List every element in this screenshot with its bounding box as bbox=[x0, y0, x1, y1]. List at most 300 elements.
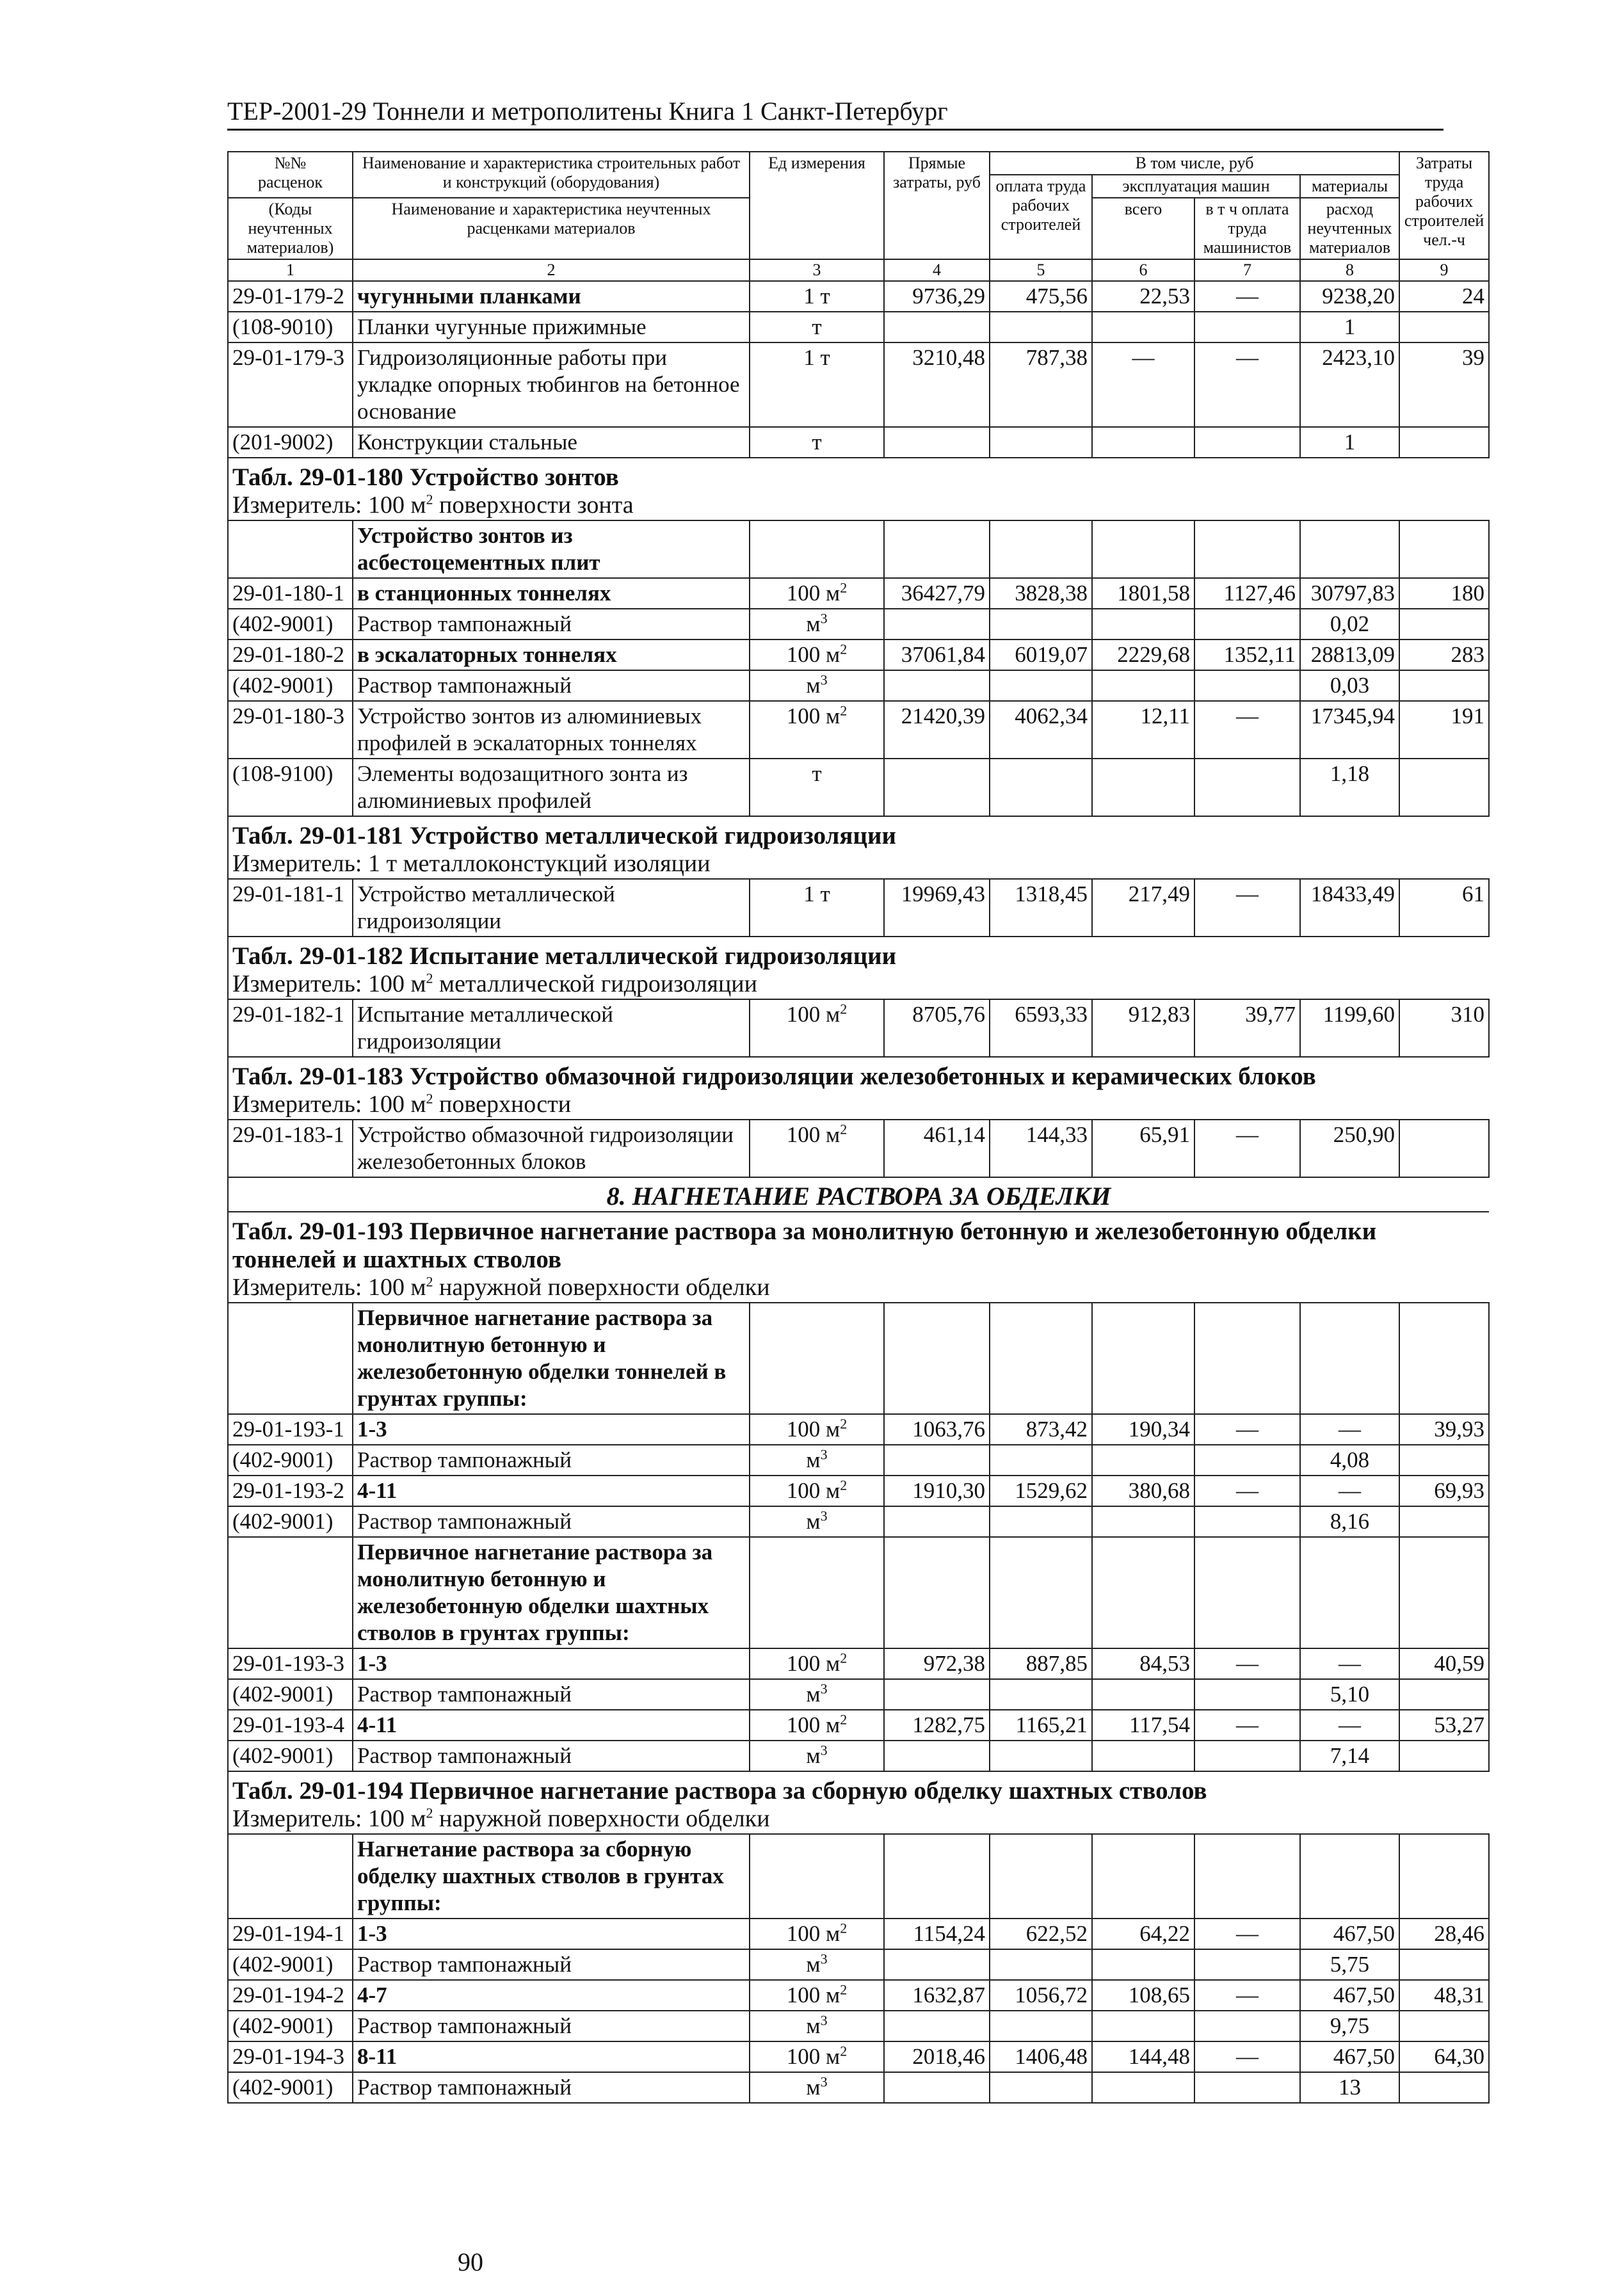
chapter-title: 8. НАГНЕТАНИЕ РАСТВОРА ЗА ОБДЕЛКИ bbox=[606, 1182, 1111, 1211]
measure-text-rest: металлической гидроизоляции bbox=[433, 970, 757, 997]
unit-exponent: 3 bbox=[820, 1446, 828, 1463]
table-row bbox=[228, 2041, 1489, 2072]
document-page bbox=[227, 96, 1507, 2276]
unit-exponent: 3 bbox=[820, 672, 828, 688]
col-wage bbox=[990, 175, 1092, 259]
price-table bbox=[227, 151, 1490, 2104]
value-c6: 190,34 bbox=[1128, 1417, 1190, 1442]
value-c5: 6593,33 bbox=[1015, 1002, 1088, 1027]
col-number: 3 bbox=[812, 261, 821, 279]
value-c8: 17345,94 bbox=[1310, 704, 1395, 728]
labor-value: 39,93 bbox=[1434, 1417, 1485, 1442]
table-row bbox=[228, 342, 1489, 427]
rate-code: 29-01-193-1 bbox=[232, 1417, 344, 1442]
col-machines-header: эксплуатация машин bbox=[1122, 177, 1270, 195]
unit: м bbox=[806, 2013, 821, 2038]
rate-code: 29-01-179-3 bbox=[232, 345, 344, 370]
value-c4: 1282,75 bbox=[912, 1712, 985, 1737]
col-mach-total bbox=[1092, 198, 1194, 259]
value-c6: 12,11 bbox=[1140, 704, 1190, 728]
material-row bbox=[228, 2072, 1489, 2103]
value-c6: 144,48 bbox=[1128, 2044, 1190, 2069]
material-consumption: 1 bbox=[1344, 314, 1356, 339]
table-section-header bbox=[228, 816, 1489, 879]
rate-name: Устройство металлической гидроизоляции bbox=[357, 881, 615, 933]
labor-value: 39 bbox=[1462, 345, 1485, 370]
rate-name: чугунными планками bbox=[357, 284, 581, 309]
col-number: 9 bbox=[1440, 261, 1449, 279]
labor-value: 69,93 bbox=[1434, 1478, 1485, 1503]
col-number-cell bbox=[750, 259, 884, 281]
material-consumption: 1,18 bbox=[1330, 761, 1370, 786]
material-code: (402-9001) bbox=[232, 2075, 334, 2100]
measure-unit bbox=[232, 1274, 1485, 1301]
group-caption: Устройство зонтов из асбестоцементных плит bbox=[357, 523, 600, 575]
table-section-header bbox=[228, 1771, 1489, 1834]
material-name: Раствор тампонажный bbox=[357, 1682, 572, 1707]
group-row bbox=[228, 1537, 1489, 1648]
unit: 1 т bbox=[803, 345, 830, 370]
unit: 100 м bbox=[786, 704, 840, 728]
table-title: Табл. 29-01-180 Устройство зонтов bbox=[232, 463, 619, 491]
table-title: Табл. 29-01-194 Первичное нагнетание раствора за сборную обделку шахтных стволов bbox=[232, 1777, 1207, 1805]
col-mach-total: всего bbox=[1124, 200, 1162, 218]
col-number: 2 bbox=[547, 261, 556, 279]
unit-exponent: 3 bbox=[820, 2012, 828, 2029]
rate-name: 1-3 bbox=[357, 1921, 387, 1946]
material-row bbox=[228, 312, 1489, 342]
col-code-sub2: (Коды неучтенных материалов) bbox=[246, 200, 334, 257]
unit: м bbox=[806, 673, 821, 698]
material-row bbox=[228, 670, 1489, 701]
table-row bbox=[228, 1919, 1489, 1949]
value-c7: — bbox=[1236, 704, 1258, 728]
unit-exponent: 2 bbox=[840, 579, 848, 596]
col-mat-consumption bbox=[1300, 198, 1399, 259]
value-c5: 475,56 bbox=[1025, 284, 1088, 309]
value-c8: 18433,49 bbox=[1310, 881, 1395, 906]
unit-exponent: 3 bbox=[820, 2073, 828, 2090]
value-c4: 36427,79 bbox=[901, 581, 985, 606]
value-c4: 1910,30 bbox=[912, 1478, 985, 1503]
material-consumption: 1 bbox=[1344, 430, 1356, 455]
measure-text: Измеритель: 100 м bbox=[232, 1274, 426, 1301]
material-name: Раствор тампонажный bbox=[357, 611, 572, 636]
group-caption: Первичное нагнетание раствора за монолитную бетонную и железобетонную обделки тоннелей в грунтах группы: bbox=[357, 1305, 727, 1411]
material-code: (402-9001) bbox=[232, 1509, 334, 1534]
col-code-sub: расценок bbox=[257, 173, 323, 191]
group-caption: Первичное нагнетание раствора за монолитную бетонную и железобетонную обделки шахтных стволов в грунтах группы: bbox=[357, 1540, 713, 1645]
unit: 100 м bbox=[786, 1921, 840, 1946]
value-c6: 22,53 bbox=[1139, 284, 1190, 309]
measure-unit bbox=[232, 970, 1485, 997]
col-number-cell bbox=[1092, 259, 1194, 281]
value-c7: — bbox=[1236, 284, 1258, 309]
unit: 100 м bbox=[786, 1417, 840, 1442]
labor-value: 191 bbox=[1451, 704, 1485, 728]
col-number-cell bbox=[884, 259, 990, 281]
value-c7: — bbox=[1236, 881, 1258, 906]
material-code: (108-9100) bbox=[232, 761, 334, 786]
rate-code: 29-01-194-2 bbox=[232, 1983, 344, 2007]
unit: т bbox=[812, 761, 822, 786]
value-c5: 4062,34 bbox=[1015, 704, 1088, 728]
col-mach-wage bbox=[1194, 198, 1300, 259]
material-name: Раствор тампонажный bbox=[357, 1509, 572, 1534]
value-c6: 117,54 bbox=[1129, 1712, 1190, 1737]
measure-exponent: 2 bbox=[426, 1805, 433, 1821]
unit: м bbox=[806, 611, 821, 636]
value-c7: 1352,11 bbox=[1223, 642, 1296, 667]
value-c6: 912,83 bbox=[1128, 1002, 1190, 1027]
labor-value: 28,46 bbox=[1434, 1921, 1485, 1946]
material-consumption: 8,16 bbox=[1330, 1509, 1370, 1534]
rate-name: в эскалаторных тоннелях bbox=[357, 642, 617, 667]
material-consumption: 13 bbox=[1339, 2075, 1362, 2100]
rate-name: Устройство обмазочной гидроизоляции железобетонных блоков bbox=[357, 1122, 734, 1174]
labor-value: 53,27 bbox=[1434, 1712, 1485, 1737]
material-consumption: 5,75 bbox=[1330, 1952, 1370, 1977]
rate-code: 29-01-194-3 bbox=[232, 2044, 344, 2069]
unit: м bbox=[806, 1952, 821, 1977]
col-number: 6 bbox=[1139, 261, 1148, 279]
col-direct-header: Прямые затраты, руб bbox=[892, 154, 981, 191]
value-c8: 250,90 bbox=[1333, 1122, 1395, 1147]
value-c8: 467,50 bbox=[1333, 1921, 1395, 1946]
measure-unit: Измеритель: 1 т металлоконстукций изоляции bbox=[232, 850, 711, 877]
material-name: Раствор тампонажный bbox=[357, 2013, 572, 2038]
unit-exponent: 2 bbox=[840, 1920, 848, 1936]
col-materials-header: материалы bbox=[1311, 177, 1388, 195]
value-c4: 1154,24 bbox=[913, 1921, 985, 1946]
rate-name: 8-11 bbox=[357, 2044, 398, 2069]
table-section-header bbox=[228, 1212, 1489, 1303]
measure-text: Измеритель: 100 м bbox=[232, 492, 426, 519]
material-name: Элементы водозащитного зонта из алюминиевых профилей bbox=[357, 761, 688, 813]
material-code: (402-9001) bbox=[232, 1447, 334, 1472]
unit-exponent: 2 bbox=[840, 1121, 848, 1138]
labor-value: 40,59 bbox=[1434, 1651, 1485, 1676]
unit-exponent: 2 bbox=[840, 1711, 848, 1728]
unit: м bbox=[806, 1447, 821, 1472]
value-c8: — bbox=[1339, 1712, 1362, 1737]
table-row bbox=[228, 640, 1489, 670]
value-c6: 217,49 bbox=[1128, 881, 1190, 906]
col-mach-wage: в т ч оплата труда машинистов bbox=[1203, 200, 1292, 257]
col-labor-header: Затраты труда рабочих строителей чел.-ч bbox=[1404, 154, 1484, 249]
unit: м bbox=[806, 1682, 821, 1707]
measure-unit bbox=[232, 1805, 1485, 1832]
unit: 1 т bbox=[803, 881, 830, 906]
unit: т bbox=[812, 430, 822, 455]
col-number-cell bbox=[228, 259, 353, 281]
material-consumption: 7,14 bbox=[1330, 1743, 1370, 1768]
value-c7: — bbox=[1236, 1921, 1258, 1946]
col-number: 4 bbox=[933, 261, 941, 279]
material-name: Раствор тампонажный bbox=[357, 2075, 572, 2100]
unit: 100 м bbox=[786, 2044, 840, 2069]
col-group bbox=[990, 152, 1399, 175]
measure-text: Измеритель: 100 м bbox=[232, 1091, 426, 1118]
material-name: Планки чугунные прижимные bbox=[357, 314, 647, 339]
measure-text-rest: наружной поверхности обделки bbox=[433, 1805, 770, 1832]
table-section-header bbox=[228, 937, 1489, 999]
material-consumption: 4,08 bbox=[1330, 1447, 1370, 1472]
unit: 100 м bbox=[786, 642, 840, 667]
measure-text-rest: наружной поверхности обделки bbox=[433, 1274, 770, 1301]
value-c5: 787,38 bbox=[1025, 345, 1088, 370]
material-consumption: 9,75 bbox=[1330, 2013, 1370, 2038]
table-row bbox=[228, 578, 1489, 609]
value-c7: 39,77 bbox=[1245, 1002, 1296, 1027]
material-name: Раствор тампонажный bbox=[357, 673, 572, 698]
value-c4: 972,38 bbox=[923, 1651, 985, 1676]
table-row bbox=[228, 879, 1489, 937]
measure-exponent: 2 bbox=[426, 1090, 433, 1107]
unit: 100 м bbox=[786, 1651, 840, 1676]
value-c6: 64,22 bbox=[1139, 1921, 1190, 1946]
measure-exponent: 2 bbox=[426, 970, 433, 986]
measure-exponent: 2 bbox=[426, 491, 433, 508]
material-row bbox=[228, 759, 1489, 816]
table-row bbox=[228, 1710, 1489, 1741]
rate-code: 29-01-181-1 bbox=[232, 881, 344, 906]
rate-code: 29-01-182-1 bbox=[232, 1002, 344, 1027]
material-code: (402-9001) bbox=[232, 1743, 334, 1768]
value-c6: 108,65 bbox=[1128, 1983, 1190, 2007]
table-title: Табл. 29-01-183 Устройство обмазочной гидроизоляции железобетонных и керамических блоков bbox=[232, 1063, 1316, 1090]
col-mat-consumption: расход неучтенных материалов bbox=[1307, 200, 1392, 257]
unit-exponent: 3 bbox=[820, 1951, 828, 1967]
table-section-header bbox=[228, 458, 1489, 520]
material-code: (108-9010) bbox=[232, 314, 334, 339]
unit-exponent: 3 bbox=[820, 1680, 828, 1697]
labor-value: 64,30 bbox=[1434, 2044, 1485, 2069]
value-c7: — bbox=[1236, 1122, 1258, 1147]
value-c5: 144,33 bbox=[1025, 1122, 1088, 1147]
value-c7: 1127,46 bbox=[1223, 581, 1296, 606]
value-c5: 1165,21 bbox=[1015, 1712, 1088, 1737]
group-row bbox=[228, 520, 1489, 578]
col-machines bbox=[1092, 175, 1300, 198]
value-c5: 1529,62 bbox=[1015, 1478, 1088, 1503]
rate-name: Испытание металлической гидроизоляции bbox=[357, 1002, 613, 1054]
value-c4: 1063,76 bbox=[912, 1417, 985, 1442]
unit-exponent: 2 bbox=[840, 702, 848, 719]
rate-name: 4-11 bbox=[357, 1478, 398, 1503]
unit-exponent: 2 bbox=[840, 2043, 848, 2059]
unit-exponent: 2 bbox=[840, 641, 848, 657]
value-c4: 21420,39 bbox=[901, 704, 985, 728]
rate-name: 1-3 bbox=[357, 1417, 387, 1442]
value-c4: 1632,87 bbox=[912, 1983, 985, 2007]
col-number-cell bbox=[1300, 259, 1399, 281]
col-number-cell bbox=[990, 259, 1092, 281]
col-number: 7 bbox=[1243, 261, 1251, 279]
measure-exponent: 2 bbox=[426, 1273, 433, 1290]
value-c6: 65,91 bbox=[1139, 1122, 1190, 1147]
unit-exponent: 3 bbox=[820, 1508, 828, 1524]
material-row bbox=[228, 1679, 1489, 1710]
value-c6: 2229,68 bbox=[1117, 642, 1190, 667]
col-code-header: №№ bbox=[274, 154, 307, 172]
labor-value: 180 bbox=[1451, 581, 1485, 606]
col-code-materials bbox=[228, 198, 353, 259]
unit: 100 м bbox=[786, 1983, 840, 2007]
labor-value: 310 bbox=[1451, 1002, 1485, 1027]
unit: 1 т bbox=[803, 284, 830, 309]
value-c8: 1199,60 bbox=[1323, 1002, 1395, 1027]
unit-exponent: 3 bbox=[820, 1742, 828, 1758]
value-c8: — bbox=[1339, 1417, 1362, 1442]
group-row bbox=[228, 1303, 1489, 1414]
table-title: Табл. 29-01-193 Первичное нагнетание раствора за монолитную бетонную и железобетонную обделки тоннелей и шахтных стволов bbox=[232, 1218, 1377, 1273]
material-code: (402-9001) bbox=[232, 1682, 334, 1707]
col-labor bbox=[1399, 152, 1489, 259]
col-materials bbox=[1300, 175, 1399, 198]
material-code: (402-9001) bbox=[232, 2013, 334, 2038]
rate-code: 29-01-193-4 bbox=[232, 1712, 344, 1737]
value-c6: — bbox=[1132, 345, 1155, 370]
value-c5: 873,42 bbox=[1025, 1417, 1088, 1442]
unit: т bbox=[812, 314, 822, 339]
value-c7: — bbox=[1236, 1983, 1258, 2007]
labor-value: 283 bbox=[1451, 642, 1485, 667]
table-row bbox=[228, 281, 1489, 312]
value-c7: — bbox=[1236, 1651, 1258, 1676]
table-section-header bbox=[228, 1057, 1489, 1120]
material-row bbox=[228, 2011, 1489, 2041]
table-row bbox=[228, 1980, 1489, 2011]
unit: 100 м bbox=[786, 1122, 840, 1147]
labor-value: 61 bbox=[1462, 881, 1485, 906]
col-group-header: В том числе, руб bbox=[1135, 154, 1254, 172]
value-c4: 8705,76 bbox=[912, 1002, 985, 1027]
unit-exponent: 2 bbox=[840, 1415, 848, 1432]
col-unit bbox=[750, 152, 884, 259]
rate-code: 29-01-194-1 bbox=[232, 1921, 344, 1946]
unit-exponent: 3 bbox=[820, 610, 828, 627]
material-code: (402-9001) bbox=[232, 673, 334, 698]
value-c4: 3210,48 bbox=[912, 345, 985, 370]
rate-code: 29-01-183-1 bbox=[232, 1122, 344, 1147]
group-row bbox=[228, 1834, 1489, 1919]
value-c5: 1056,72 bbox=[1015, 1983, 1088, 2007]
col-code bbox=[228, 152, 353, 198]
rate-name: Устройство зонтов из алюминиевых профилей в эскалаторных тоннелях bbox=[357, 704, 702, 755]
material-row bbox=[228, 1445, 1489, 1476]
measure-text-rest: поверхности bbox=[433, 1091, 572, 1118]
material-consumption: 0,03 bbox=[1330, 673, 1370, 698]
material-row bbox=[228, 1506, 1489, 1537]
col-name-sub: Наименование и характеристика неучтенных расценками материалов bbox=[391, 200, 711, 237]
value-c5: 6019,07 bbox=[1015, 642, 1088, 667]
page-number: 90 bbox=[458, 2248, 483, 2276]
col-direct bbox=[884, 152, 990, 259]
measure-unit bbox=[232, 1091, 1485, 1118]
col-number-cell bbox=[1399, 259, 1489, 281]
group-caption: Нагнетание раствора за сборную обделку шахтных стволов в грунтах группы: bbox=[357, 1837, 724, 1915]
unit: 100 м bbox=[786, 581, 840, 606]
value-c4: 19969,43 bbox=[901, 881, 985, 906]
value-c4: 461,14 bbox=[923, 1122, 985, 1147]
col-number-cell bbox=[1194, 259, 1300, 281]
material-row bbox=[228, 427, 1489, 458]
measure-text: Измеритель: 100 м bbox=[232, 970, 426, 997]
value-c6: 84,53 bbox=[1139, 1651, 1190, 1676]
material-row bbox=[228, 1741, 1489, 1771]
unit: м bbox=[806, 1509, 821, 1534]
table-row bbox=[228, 999, 1489, 1057]
table-row bbox=[228, 1476, 1489, 1506]
col-name bbox=[353, 152, 750, 198]
value-c5: 622,52 bbox=[1025, 1921, 1088, 1946]
value-c6: 380,68 bbox=[1128, 1478, 1190, 1503]
unit-exponent: 2 bbox=[840, 1981, 848, 1998]
table-title: Табл. 29-01-182 Испытание металлической гидроизоляции bbox=[232, 942, 897, 970]
value-c8: 30797,83 bbox=[1310, 581, 1395, 606]
col-wage-header: оплата труда рабочих строителей bbox=[995, 177, 1086, 234]
rate-code: 29-01-180-1 bbox=[232, 581, 344, 606]
material-name: Раствор тампонажный bbox=[357, 1952, 572, 1977]
value-c7: — bbox=[1236, 1712, 1258, 1737]
value-c8: — bbox=[1339, 1651, 1362, 1676]
col-name-materials bbox=[353, 198, 750, 259]
value-c5: 887,85 bbox=[1025, 1651, 1088, 1676]
labor-value: 24 bbox=[1462, 284, 1485, 309]
value-c5: 3828,38 bbox=[1015, 581, 1088, 606]
material-name: Конструкции стальные bbox=[357, 430, 577, 455]
col-number: 8 bbox=[1346, 261, 1355, 279]
value-c7: — bbox=[1236, 2044, 1258, 2069]
value-c5: 1406,48 bbox=[1015, 2044, 1088, 2069]
running-header: ТЕР-2001-29 Тоннели и метрополитены Книга 1 Санкт-Петербург bbox=[227, 96, 1443, 131]
unit: 100 м bbox=[786, 1712, 840, 1737]
value-c4: 2018,46 bbox=[912, 2044, 985, 2069]
table-row bbox=[228, 1120, 1489, 1177]
material-code: (201-9002) bbox=[232, 430, 334, 455]
table-title: Табл. 29-01-181 Устройство металлической гидроизоляции bbox=[232, 822, 896, 849]
unit: 100 м bbox=[786, 1002, 840, 1027]
value-c7: — bbox=[1236, 1417, 1258, 1442]
unit: 100 м bbox=[786, 1478, 840, 1503]
measure-text: Измеритель: 100 м bbox=[232, 1805, 426, 1832]
value-c4: 9736,29 bbox=[912, 284, 985, 309]
value-c8: 467,50 bbox=[1333, 2044, 1395, 2069]
col-number-cell bbox=[353, 259, 750, 281]
col-number: 5 bbox=[1036, 261, 1045, 279]
material-code: (402-9001) bbox=[232, 611, 334, 636]
rate-code: 29-01-180-3 bbox=[232, 704, 344, 728]
rate-name: в станционных тоннелях bbox=[357, 581, 611, 606]
material-consumption: 0,02 bbox=[1330, 611, 1370, 636]
table-row bbox=[228, 701, 1489, 759]
col-number: 1 bbox=[286, 261, 294, 279]
rate-name: 4-11 bbox=[357, 1712, 398, 1737]
unit-exponent: 2 bbox=[840, 1650, 848, 1666]
measure-unit bbox=[232, 492, 1485, 519]
rate-name: Гидроизоляционные работы при укладке опорных тюбингов на бетонное основание bbox=[357, 345, 740, 424]
measure-text-rest: поверхности зонта bbox=[433, 492, 634, 519]
rate-name: 1-3 bbox=[357, 1651, 387, 1676]
labor-value: 48,31 bbox=[1434, 1983, 1485, 2007]
rate-name: 4-7 bbox=[357, 1983, 387, 2007]
value-c8: 2423,10 bbox=[1322, 345, 1395, 370]
col-unit-header: Ед измерения bbox=[768, 154, 865, 172]
unit: м bbox=[806, 1743, 821, 1768]
material-consumption: 5,10 bbox=[1330, 1682, 1370, 1707]
value-c5: 1318,45 bbox=[1015, 881, 1088, 906]
